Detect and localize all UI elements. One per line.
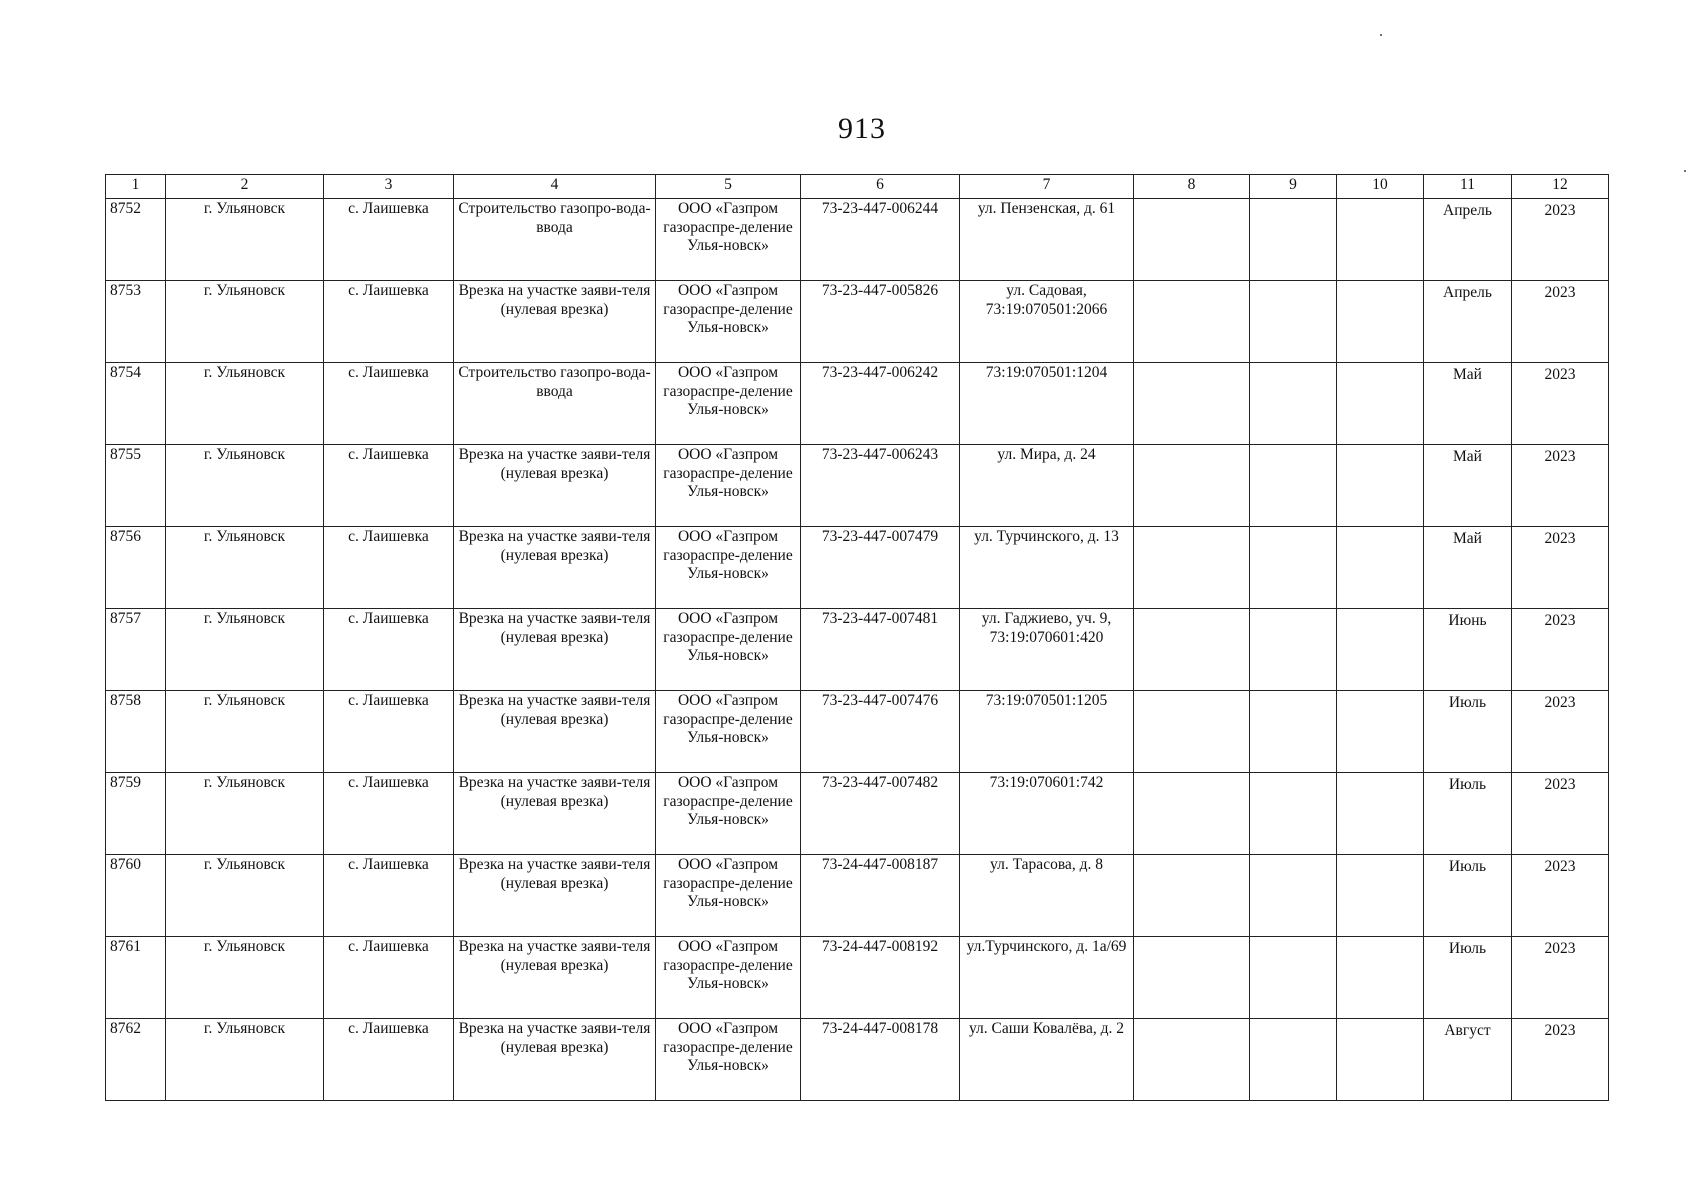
village-cell: с. Лаишевка xyxy=(324,937,454,1019)
registry-code-cell: 73-23-447-007476 xyxy=(801,691,960,773)
table-row xyxy=(106,1019,1609,1101)
address-cell: ул. Тарасова, д. 8 xyxy=(960,855,1134,937)
year-cell: 2023 xyxy=(1512,773,1609,855)
work-type-cell: Врезка на участке заяви-теля (нулевая врезка) xyxy=(454,691,656,773)
table-row xyxy=(106,363,1609,445)
city-cell: г. Ульяновск xyxy=(166,363,324,445)
city-cell: г. Ульяновск xyxy=(166,609,324,691)
column-10-cell xyxy=(1337,445,1424,527)
work-type-cell: Врезка на участке заяви-теля (нулевая врезка) xyxy=(454,445,656,527)
table-row xyxy=(106,527,1609,609)
year-cell: 2023 xyxy=(1512,691,1609,773)
month-cell: Апрель xyxy=(1424,199,1512,281)
city-cell: г. Ульяновск xyxy=(166,855,324,937)
column-header-3: 3 xyxy=(324,175,454,199)
column-10-cell xyxy=(1337,199,1424,281)
year-cell: 2023 xyxy=(1512,281,1609,363)
work-type-cell: Врезка на участке заяви-теля (нулевая врезка) xyxy=(454,281,656,363)
month-cell: Май xyxy=(1424,445,1512,527)
village-cell: с. Лаишевка xyxy=(324,363,454,445)
row-number: 8756 xyxy=(106,527,166,609)
year-cell: 2023 xyxy=(1512,1019,1609,1101)
city-cell: г. Ульяновск xyxy=(166,281,324,363)
column-10-cell xyxy=(1337,773,1424,855)
organization-cell: ООО «Газпром газораспре-деление Улья-новск» xyxy=(656,199,801,281)
address-cell: ул. Гаджиево, уч. 9, 73:19:070601:420 xyxy=(960,609,1134,691)
column-header-8: 8 xyxy=(1134,175,1250,199)
address-cell: 73:19:070501:1205 xyxy=(960,691,1134,773)
month-cell: Август xyxy=(1424,1019,1512,1101)
row-number: 8758 xyxy=(106,691,166,773)
month-cell: Июль xyxy=(1424,691,1512,773)
organization-cell: ООО «Газпром газораспре-деление Улья-новск» xyxy=(656,773,801,855)
registry-code-cell: 73-23-447-006242 xyxy=(801,363,960,445)
column-8-cell xyxy=(1134,609,1250,691)
registry-code-cell: 73-23-447-007481 xyxy=(801,609,960,691)
village-cell: с. Лаишевка xyxy=(324,527,454,609)
column-9-cell xyxy=(1250,855,1337,937)
month-cell: Июнь xyxy=(1424,609,1512,691)
column-10-cell xyxy=(1337,609,1424,691)
table-row xyxy=(106,609,1609,691)
registry-code-cell: 73-24-447-008178 xyxy=(801,1019,960,1101)
work-type-cell: Врезка на участке заяви-теля (нулевая врезка) xyxy=(454,855,656,937)
table-row xyxy=(106,199,1609,281)
column-header-5: 5 xyxy=(656,175,801,199)
table-row xyxy=(106,937,1609,1019)
address-cell: ул. Садовая, 73:19:070501:2066 xyxy=(960,281,1134,363)
work-type-cell: Строительство газопро-вода-ввода xyxy=(454,363,656,445)
registry-code-cell: 73-23-447-007479 xyxy=(801,527,960,609)
year-cell: 2023 xyxy=(1512,609,1609,691)
registry-code-cell: 73-23-447-005826 xyxy=(801,281,960,363)
city-cell: г. Ульяновск xyxy=(166,773,324,855)
address-cell: ул. Саши Ковалёва, д. 2 xyxy=(960,1019,1134,1101)
year-cell: 2023 xyxy=(1512,363,1609,445)
organization-cell: ООО «Газпром газораспре-деление Улья-новск» xyxy=(656,609,801,691)
row-number: 8757 xyxy=(106,609,166,691)
scan-speck xyxy=(1684,170,1686,172)
organization-cell: ООО «Газпром газораспре-деление Улья-новск» xyxy=(656,445,801,527)
column-8-cell xyxy=(1134,527,1250,609)
organization-cell: ООО «Газпром газораспре-деление Улья-новск» xyxy=(656,937,801,1019)
column-9-cell xyxy=(1250,281,1337,363)
year-cell: 2023 xyxy=(1512,199,1609,281)
registry-table xyxy=(105,174,1609,1101)
column-10-cell xyxy=(1337,855,1424,937)
address-cell: 73:19:070601:742 xyxy=(960,773,1134,855)
column-8-cell xyxy=(1134,855,1250,937)
address-cell: ул. Турчинского, д. 13 xyxy=(960,527,1134,609)
registry-code-cell: 73-24-447-008192 xyxy=(801,937,960,1019)
column-8-cell xyxy=(1134,773,1250,855)
village-cell: с. Лаишевка xyxy=(324,855,454,937)
column-10-cell xyxy=(1337,281,1424,363)
city-cell: г. Ульяновск xyxy=(166,937,324,1019)
header-row xyxy=(106,175,1609,199)
organization-cell: ООО «Газпром газораспре-деление Улья-новск» xyxy=(656,363,801,445)
column-header-4: 4 xyxy=(454,175,656,199)
row-number: 8762 xyxy=(106,1019,166,1101)
table-row xyxy=(106,773,1609,855)
page-number: 913 xyxy=(838,112,886,145)
month-cell: Июль xyxy=(1424,855,1512,937)
year-cell: 2023 xyxy=(1512,527,1609,609)
column-header-11: 11 xyxy=(1424,175,1512,199)
address-cell: ул. Пензенская, д. 61 xyxy=(960,199,1134,281)
column-8-cell xyxy=(1134,363,1250,445)
table-header xyxy=(106,175,1609,199)
column-9-cell xyxy=(1250,527,1337,609)
address-cell: ул. Мира, д. 24 xyxy=(960,445,1134,527)
column-8-cell xyxy=(1134,1019,1250,1101)
column-header-2: 2 xyxy=(166,175,324,199)
column-9-cell xyxy=(1250,609,1337,691)
address-cell: ул.Турчинского, д. 1а/69 xyxy=(960,937,1134,1019)
organization-cell: ООО «Газпром газораспре-деление Улья-новск» xyxy=(656,855,801,937)
registry-code-cell: 73-24-447-008187 xyxy=(801,855,960,937)
column-header-12: 12 xyxy=(1512,175,1609,199)
column-header-9: 9 xyxy=(1250,175,1337,199)
year-cell: 2023 xyxy=(1512,445,1609,527)
column-10-cell xyxy=(1337,527,1424,609)
column-header-1: 1 xyxy=(106,175,166,199)
scan-speck xyxy=(1380,34,1382,36)
address-cell: 73:19:070501:1204 xyxy=(960,363,1134,445)
city-cell: г. Ульяновск xyxy=(166,1019,324,1101)
column-8-cell xyxy=(1134,281,1250,363)
village-cell: с. Лаишевка xyxy=(324,281,454,363)
table-body xyxy=(106,199,1609,1101)
city-cell: г. Ульяновск xyxy=(166,199,324,281)
column-10-cell xyxy=(1337,1019,1424,1101)
month-cell: Май xyxy=(1424,527,1512,609)
year-cell: 2023 xyxy=(1512,855,1609,937)
month-cell: Май xyxy=(1424,363,1512,445)
registry-code-cell: 73-23-447-006244 xyxy=(801,199,960,281)
registry-code-cell: 73-23-447-006243 xyxy=(801,445,960,527)
column-8-cell xyxy=(1134,937,1250,1019)
table-row xyxy=(106,691,1609,773)
column-9-cell xyxy=(1250,363,1337,445)
row-number: 8752 xyxy=(106,199,166,281)
year-cell: 2023 xyxy=(1512,937,1609,1019)
row-number: 8760 xyxy=(106,855,166,937)
work-type-cell: Врезка на участке заяви-теля (нулевая врезка) xyxy=(454,937,656,1019)
column-10-cell xyxy=(1337,937,1424,1019)
row-number: 8755 xyxy=(106,445,166,527)
column-8-cell xyxy=(1134,691,1250,773)
work-type-cell: Врезка на участке заяви-теля (нулевая врезка) xyxy=(454,609,656,691)
work-type-cell: Врезка на участке заяви-теля (нулевая врезка) xyxy=(454,1019,656,1101)
month-cell: Июль xyxy=(1424,937,1512,1019)
column-9-cell xyxy=(1250,773,1337,855)
column-header-6: 6 xyxy=(801,175,960,199)
column-header-10: 10 xyxy=(1337,175,1424,199)
column-10-cell xyxy=(1337,691,1424,773)
column-9-cell xyxy=(1250,937,1337,1019)
village-cell: с. Лаишевка xyxy=(324,609,454,691)
column-8-cell xyxy=(1134,199,1250,281)
work-type-cell: Врезка на участке заяви-теля (нулевая врезка) xyxy=(454,527,656,609)
work-type-cell: Строительство газопро-вода-ввода xyxy=(454,199,656,281)
table-row xyxy=(106,445,1609,527)
city-cell: г. Ульяновск xyxy=(166,445,324,527)
row-number: 8754 xyxy=(106,363,166,445)
column-9-cell xyxy=(1250,1019,1337,1101)
table-row xyxy=(106,855,1609,937)
organization-cell: ООО «Газпром газораспре-деление Улья-новск» xyxy=(656,527,801,609)
month-cell: Июль xyxy=(1424,773,1512,855)
village-cell: с. Лаишевка xyxy=(324,199,454,281)
row-number: 8761 xyxy=(106,937,166,1019)
column-header-7: 7 xyxy=(960,175,1134,199)
row-number: 8753 xyxy=(106,281,166,363)
column-9-cell xyxy=(1250,199,1337,281)
village-cell: с. Лаишевка xyxy=(324,691,454,773)
city-cell: г. Ульяновск xyxy=(166,527,324,609)
row-number: 8759 xyxy=(106,773,166,855)
organization-cell: ООО «Газпром газораспре-деление Улья-новск» xyxy=(656,1019,801,1101)
city-cell: г. Ульяновск xyxy=(166,691,324,773)
registry-code-cell: 73-23-447-007482 xyxy=(801,773,960,855)
month-cell: Апрель xyxy=(1424,281,1512,363)
village-cell: с. Лаишевка xyxy=(324,773,454,855)
table-row xyxy=(106,281,1609,363)
organization-cell: ООО «Газпром газораспре-деление Улья-новск» xyxy=(656,281,801,363)
village-cell: с. Лаишевка xyxy=(324,445,454,527)
column-10-cell xyxy=(1337,363,1424,445)
organization-cell: ООО «Газпром газораспре-деление Улья-новск» xyxy=(656,691,801,773)
column-9-cell xyxy=(1250,445,1337,527)
village-cell: с. Лаишевка xyxy=(324,1019,454,1101)
column-8-cell xyxy=(1134,445,1250,527)
work-type-cell: Врезка на участке заяви-теля (нулевая врезка) xyxy=(454,773,656,855)
column-9-cell xyxy=(1250,691,1337,773)
